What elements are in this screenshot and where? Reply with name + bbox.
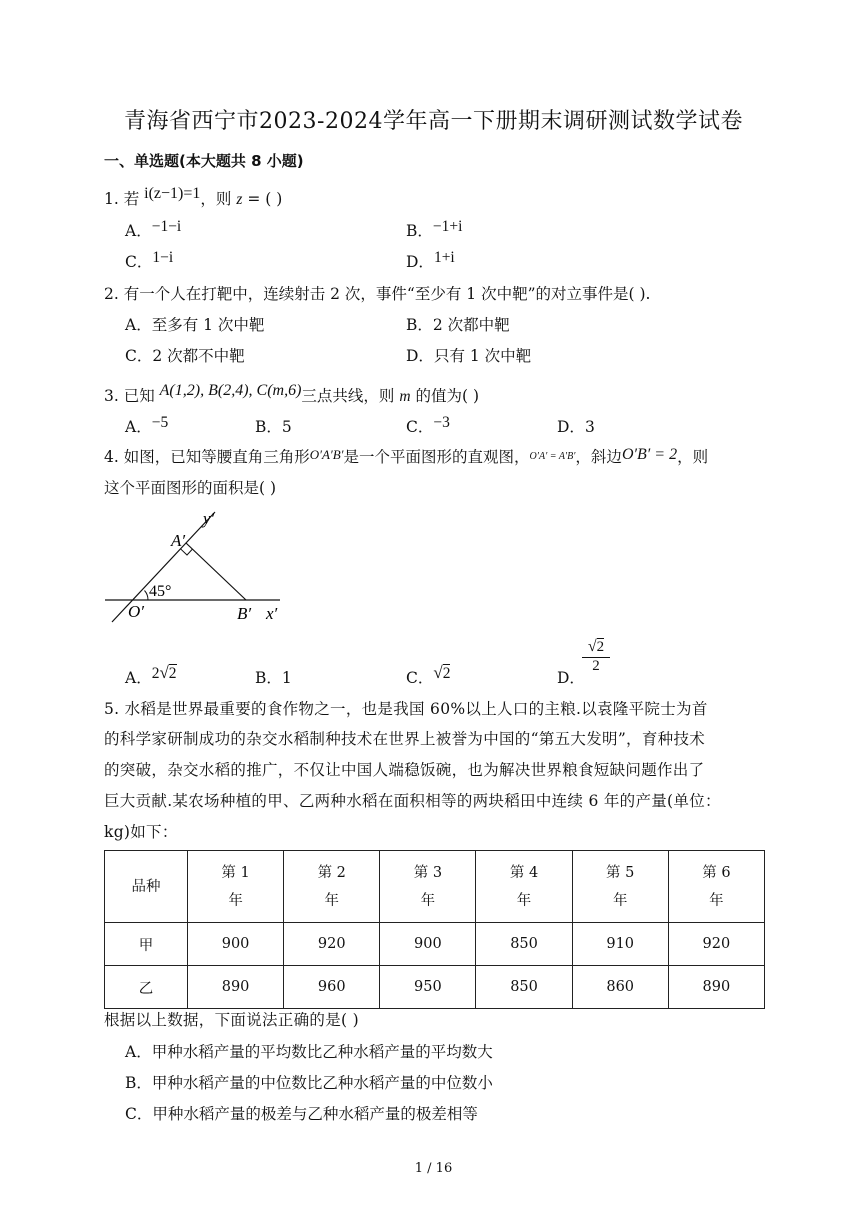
table-cell: 890 (668, 966, 764, 1009)
x-prime-label: x′ (266, 604, 278, 623)
y-prime-label: y′ (203, 509, 215, 528)
question-4: 4. 如图，已知等腰直角三角形O′A′B′是一个平面图形的直观图，O′A′ = A′B′，斜边O′B′ = 2，则 (104, 446, 709, 466)
section-heading: 一、单选题(本大题共 8 小题) (104, 152, 304, 170)
point-a-label: A′ (171, 531, 186, 550)
q1-variable: z (236, 191, 243, 208)
q4-option-c: C．√2 (406, 663, 451, 687)
q1-number: 1. 若 (104, 190, 140, 208)
q4-option-b: B．1 (255, 669, 292, 687)
q4-option-d-fraction: √2 2 (582, 638, 610, 675)
q3-option-b: B．5 (255, 418, 292, 436)
q5-line-3: 的突破，杂交水稻的推广，不仅让中国人端稳饭碗，也为解决世界粮食短缺问题作出了 (104, 761, 705, 779)
q4-option-a: A．2√2 (125, 663, 177, 687)
q3-points: A(1,2), B(2,4), C(m,6) (159, 382, 302, 399)
q1-option-b: B．−1+i (406, 218, 463, 240)
table-cell: 890 (188, 966, 284, 1009)
table-cell: 950 (380, 966, 476, 1009)
point-b-label: B′ (237, 604, 252, 623)
q2-option-d: D．只有 1 次中靶 (406, 347, 532, 365)
q5-line-2: 的科学家研制成功的杂交水稻制种技术在世界上被誉为中国的“第五大发明”，育种技术 (104, 730, 706, 748)
q3-variable: m (399, 388, 411, 405)
q1-option-d: D．1+i (406, 249, 455, 271)
q5-option-c: C．甲种水稻产量的极差与乙种水稻产量的极差相等 (125, 1105, 478, 1123)
table-cell: 900 (380, 923, 476, 966)
table-header-cell: 第 4 年 (476, 851, 572, 923)
q2-option-c: C．2 次都不中靶 (125, 347, 245, 365)
table-header-cell: 第 1 年 (188, 851, 284, 923)
q5-line-4: 巨大贡献.某农场种植的甲、乙两种水稻在面积相等的两块稻田中连续 6 年的产量(单位： (104, 792, 721, 810)
table-row (105, 966, 765, 1009)
q5-after-table: 根据以上数据，下面说法正确的是( ) (104, 1011, 359, 1029)
q4-figure (100, 500, 300, 630)
table-cell: 920 (284, 923, 380, 966)
question-2: 2. 有一个人在打靶中，连续射击 2 次，事件“至少有 1 次中靶”的对立事件是( ). (104, 285, 651, 303)
table-cell: 860 (572, 966, 668, 1009)
q5-line-1: 5. 水稻是世界最重要的食作物之一，也是我国 60%以上人口的主粮.以袁隆平院士为首 (104, 700, 708, 718)
q5-option-a: A．甲种水稻产量的平均数比乙种水稻产量的平均数大 (125, 1043, 493, 1061)
page-title: 青海省西宁市2023-2024学年高一下册期末调研测试数学试卷 (124, 109, 743, 134)
angle-label: 45° (149, 583, 172, 600)
q1-expression: i(z−1)=1 (144, 185, 201, 202)
q3-option-d: D．3 (557, 418, 595, 436)
q1-mid: ，则 (200, 190, 232, 208)
point-o-label: O′ (128, 602, 144, 621)
q1-end: = ( ) (247, 190, 283, 208)
table-cell: 900 (188, 923, 284, 966)
q3-option-a: A．−5 (125, 414, 169, 436)
table-cell: 乙 (105, 966, 188, 1009)
table-cell: 920 (668, 923, 764, 966)
table-header-cell: 第 3 年 (380, 851, 476, 923)
question-3: 3. 已知 A(1,2), B(2,4), C(m,6)三点共线，则 m 的值为( ) (104, 382, 480, 405)
table-cell: 850 (476, 966, 572, 1009)
table-cell: 850 (476, 923, 572, 966)
q1-option-a: A．−1−i (125, 218, 182, 240)
table-row (105, 923, 765, 966)
yield-table (104, 850, 765, 1009)
table-header-cell: 第 2 年 (284, 851, 380, 923)
table-cell: 甲 (105, 923, 188, 966)
table-header-cell: 第 5 年 (572, 851, 668, 923)
table-header-cell: 品种 (105, 851, 188, 923)
q5-option-b: B．甲种水稻产量的中位数比乙种水稻产量的中位数小 (125, 1074, 493, 1092)
table-header-cell: 第 6 年 (668, 851, 764, 923)
question-1 (104, 187, 282, 209)
table-header-row (105, 851, 765, 923)
table-cell: 910 (572, 923, 668, 966)
q2-option-a: A．至多有 1 次中靶 (125, 316, 265, 334)
q5-line-5: kg)如下： (104, 823, 178, 841)
q1-option-c: C．1−i (125, 249, 174, 271)
table-cell: 960 (284, 966, 380, 1009)
q4-option-d: D． (557, 669, 585, 687)
q3-option-c: C．−3 (406, 414, 450, 436)
question-4-line-2: 这个平面图形的面积是( ) (104, 479, 277, 497)
page-number: 1 / 16 (414, 1161, 453, 1176)
side-ab (186, 543, 246, 600)
q2-option-b: B．2 次都中靶 (406, 316, 510, 334)
